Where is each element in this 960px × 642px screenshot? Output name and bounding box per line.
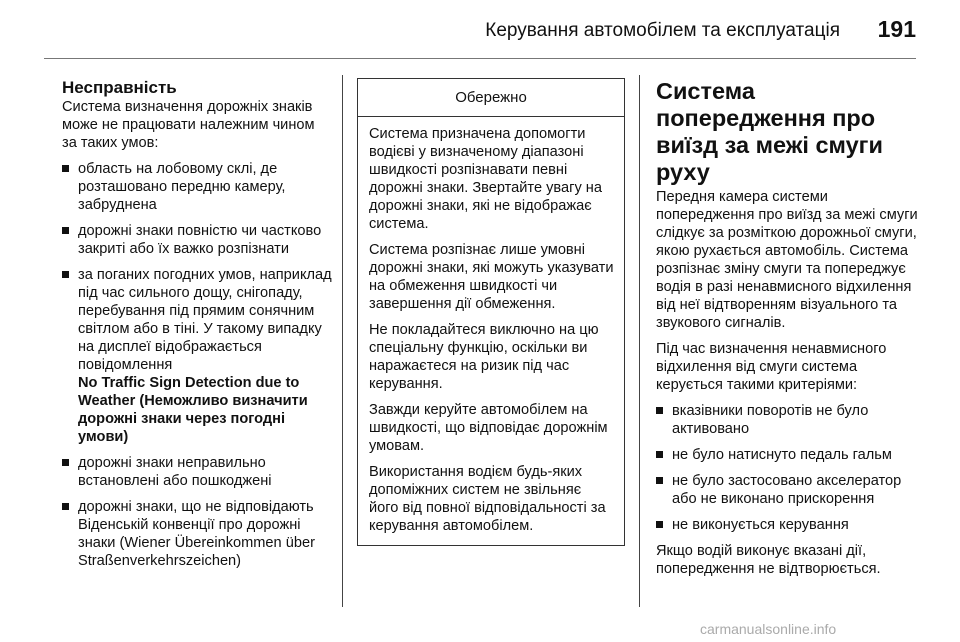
display-message: No Traffic Sign Detection due to Weather (Неможливо визначити дорожні знаки через погодні умови) xyxy=(78,375,308,445)
column-divider-right xyxy=(639,75,640,607)
caution-box xyxy=(357,78,625,546)
square-bullet-icon xyxy=(62,459,69,466)
page-number: 191 xyxy=(877,16,916,42)
list-item: дорожні знаки, що не відповідають Віденській конвенції про дорожні знаки (Wiener Übereinkommen über Straßenverkehrszeichen) xyxy=(62,498,332,570)
watermark: carmanualsonline.info xyxy=(700,621,837,637)
right-column xyxy=(656,78,918,586)
square-bullet-icon xyxy=(656,451,663,458)
running-header-title: Керування автомобілем та експлуатація xyxy=(485,20,840,41)
criteria-list xyxy=(656,402,918,534)
header-divider xyxy=(44,58,916,59)
list-item: не виконується керування xyxy=(656,516,918,534)
caution-paragraph: Використання водієм будь-яких допоміжних систем не звільняє його від повної відповідальності за керування автомобілем. xyxy=(369,464,606,534)
list-item: не було натиснуто педаль гальм xyxy=(656,446,918,464)
malfunction-heading: Несправність xyxy=(62,78,177,97)
column-divider-left xyxy=(342,75,343,607)
square-bullet-icon xyxy=(62,503,69,510)
list-item: за поганих погодних умов, наприклад під час сильного дощу, снігопаду, перебування під прямим сонячним світлом або в тіні. У такому випадку на дисплеї відображається повідомлення No Traffic Sign Detection due to Weather (Неможливо визначити дорожні знаки через погодні умови) xyxy=(62,266,332,446)
caution-paragraph: Не покладайтеся виключно на цю спеціальну функцію, оскільки ви наражаєтеся на ризик під час керування. xyxy=(369,322,599,392)
list-item: вказівники поворотів не було активовано xyxy=(656,402,918,438)
caution-paragraph: Система призначена допомогти водієві у визначеному діапазоні швидкості розпізнавати певні дорожні знаки. Звертайте увагу на дорожні знаки, які не відображає система. xyxy=(369,126,602,232)
list-item: дорожні знаки повністю чи частково закриті або їх важко розпізнати xyxy=(62,222,332,258)
lane-departure-note: Якщо водій виконує вказані дії, попередження не відтворюється. xyxy=(656,543,881,577)
lane-departure-criteria-intro: Під час визначення ненавмисного відхилення від смуги система керується такими критеріями: xyxy=(656,341,887,393)
malfunction-intro: Система визначення дорожніх знаків може не працювати належним чином за таких умов: xyxy=(62,99,315,151)
square-bullet-icon xyxy=(62,165,69,172)
list-item: дорожні знаки неправильно встановлені або пошкоджені xyxy=(62,454,332,490)
square-bullet-icon xyxy=(62,227,69,234)
caution-paragraph: Завжди керуйте автомобілем на швидкості, що відповідає дорожнім умовам. xyxy=(369,402,608,454)
caution-title: Обережно xyxy=(358,79,624,117)
square-bullet-icon xyxy=(62,271,69,278)
list-item: область на лобовому склі, де розташовано передню камеру, забруднена xyxy=(62,160,332,214)
caution-body xyxy=(358,117,624,535)
lane-departure-description: Передня камера системи попередження про виїзд за межі смуги слідкує за розміткою дорожньої смуги, якою рухається автомобіль. Система розпізнає зміну смуги та попереджує водія в разі ненавмисного відхилення від неї відтворенням візуального та звукового сигналів. xyxy=(656,189,918,331)
square-bullet-icon xyxy=(656,407,663,414)
square-bullet-icon xyxy=(656,477,663,484)
square-bullet-icon xyxy=(656,521,663,528)
malfunction-list xyxy=(62,160,332,570)
caution-paragraph: Система розпізнає лише умовні дорожні знаки, які можуть указувати на обмеження швидкості чи завершення дії обмеження. xyxy=(369,242,614,312)
left-column xyxy=(62,78,332,578)
list-item: не було застосовано акселератор або не виконано прискорення xyxy=(656,472,918,508)
lane-departure-heading: Система попередження про виїзд за межі смуги руху xyxy=(656,78,883,185)
